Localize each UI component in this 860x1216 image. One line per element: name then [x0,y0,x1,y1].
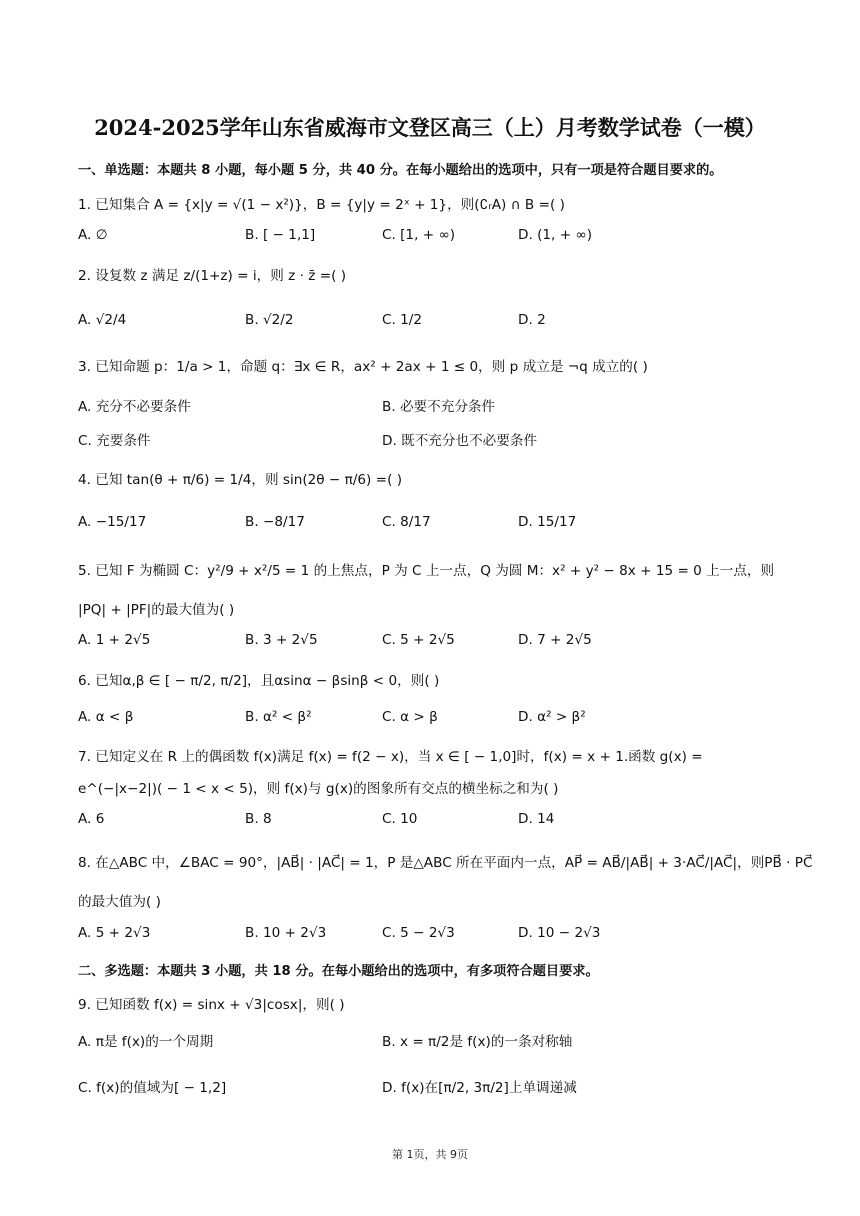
question-2-option-b: B. √2/2 [245,312,294,328]
question-7-option-a: A. 6 [78,811,105,827]
section-single-choice-header: 一、单选题：本题共 8 小题，每小题 5 分，共 40 分。在每小题给出的选项中，只有一项是符合题目要求的。 [78,163,723,178]
question-2-stem: 2. 设复数 z 满足 z/(1+z) = i，则 z · z̄ =( ) [78,268,347,284]
question-3-stem: 3. 已知命题 p：1/a > 1，命题 q：∃x ∈ R，ax² + 2ax + 1 ≤ 0，则 p 成立是 ¬q 成立的( ) [78,359,648,375]
question-3-option-a: A. 充分不必要条件 [78,399,191,415]
question-6-option-b: B. α² < β² [245,709,312,725]
question-1-option-d: D. (1, + ∞) [518,227,593,243]
question-4-option-b: B. −8/17 [245,514,305,530]
exam-title: 2024-2025学年山东省威海市文登区高三（上）月考数学试卷（一模） [94,115,766,140]
question-1-option-a: A. ∅ [78,227,108,243]
question-8-option-b: B. 10 + 2√3 [245,925,327,941]
question-4-option-a: A. −15/17 [78,514,147,530]
page-footer: 第 1页，共 9页 [392,1148,468,1161]
question-9-option-a: A. π是 f(x)的一个周期 [78,1034,214,1050]
question-1-option-c: C. [1, + ∞) [382,227,456,243]
question-8-option-c: C. 5 − 2√3 [382,925,455,941]
question-5-option-c: C. 5 + 2√5 [382,632,455,648]
question-9-option-d: D. f(x)在[π/2, 3π/2]上单调递减 [382,1080,577,1096]
question-9-stem: 9. 已知函数 f(x) = sinx + √3|cosx|，则( ) [78,997,345,1013]
question-5-stem-line-2: |PQ| + |PF|的最大值为( ) [78,602,235,618]
question-5-option-d: D. 7 + 2√5 [518,632,592,648]
question-6-option-d: D. α² > β² [518,709,586,725]
question-9-option-c: C. f(x)的值域为[ − 1,2] [78,1080,227,1096]
question-2-option-d: D. 2 [518,312,546,328]
question-5-stem-line-1: 5. 已知 F 为椭圆 C：y²/9 + x²/5 = 1 的上焦点，P 为 C 上一点，Q 为圆 M：x² + y² − 8x + 15 = 0 上一点，则 [78,563,775,579]
question-2-option-c: C. 1/2 [382,312,423,328]
question-5-option-b: B. 3 + 2√5 [245,632,318,648]
question-8-stem-line-2: 的最大值为( ) [78,894,161,910]
question-4-option-d: D. 15/17 [518,514,577,530]
question-6-stem: 6. 已知α,β ∈ [ − π/2, π/2]，且αsinα − βsinβ < 0，则( ) [78,673,440,689]
question-7-option-b: B. 8 [245,811,272,827]
question-3-option-d: D. 既不充分也不必要条件 [382,433,538,449]
question-6-option-a: A. α < β [78,709,134,725]
question-4-option-c: C. 8/17 [382,514,431,530]
question-2-option-a: A. √2/4 [78,312,127,328]
question-1-option-b: B. [ − 1,1] [245,227,316,243]
question-7-option-c: C. 10 [382,811,418,827]
question-7-stem-line-2: e^(−|x−2|)( − 1 < x < 5)，则 f(x)与 g(x)的图象所有交点的横坐标之和为( ) [78,781,559,797]
question-3-option-c: C. 充要条件 [78,433,151,449]
question-8-stem-line-1: 8. 在△ABC 中，∠BAC = 90°，|AB⃗| · |AC⃗| = 1，P 是△ABC 所在平面内一点，AP⃗ = AB⃗/|AB⃗| + 3·AC⃗/|AC⃗|，则PB⃗ · PC⃗ [78,855,813,871]
question-5-option-a: A. 1 + 2√5 [78,632,151,648]
question-8-option-a: A. 5 + 2√3 [78,925,151,941]
question-3-option-b: B. 必要不充分条件 [382,399,496,415]
question-8-option-d: D. 10 − 2√3 [518,925,601,941]
question-4-stem: 4. 已知 tan(θ + π/6) = 1/4，则 sin(2θ − π/6) =( ) [78,472,402,488]
question-7-stem-line-1: 7. 已知定义在 R 上的偶函数 f(x)满足 f(x) = f(2 − x)，当 x ∈ [ − 1,0]时，f(x) = x + 1.函数 g(x) = [78,749,703,765]
question-7-option-d: D. 14 [518,811,555,827]
question-6-option-c: C. α > β [382,709,438,725]
section-multiple-choice-header: 二、多选题：本题共 3 小题，共 18 分。在每小题给出的选项中，有多项符合题目要求。 [78,964,599,979]
question-1-stem: 1. 已知集合 A = {x|y = √(1 − x²)}，B = {y|y = 2ˣ + 1}，则(∁ᵣA) ∩ B =( ) [78,197,565,213]
question-9-option-b: B. x = π/2是 f(x)的一条对称轴 [382,1034,573,1050]
